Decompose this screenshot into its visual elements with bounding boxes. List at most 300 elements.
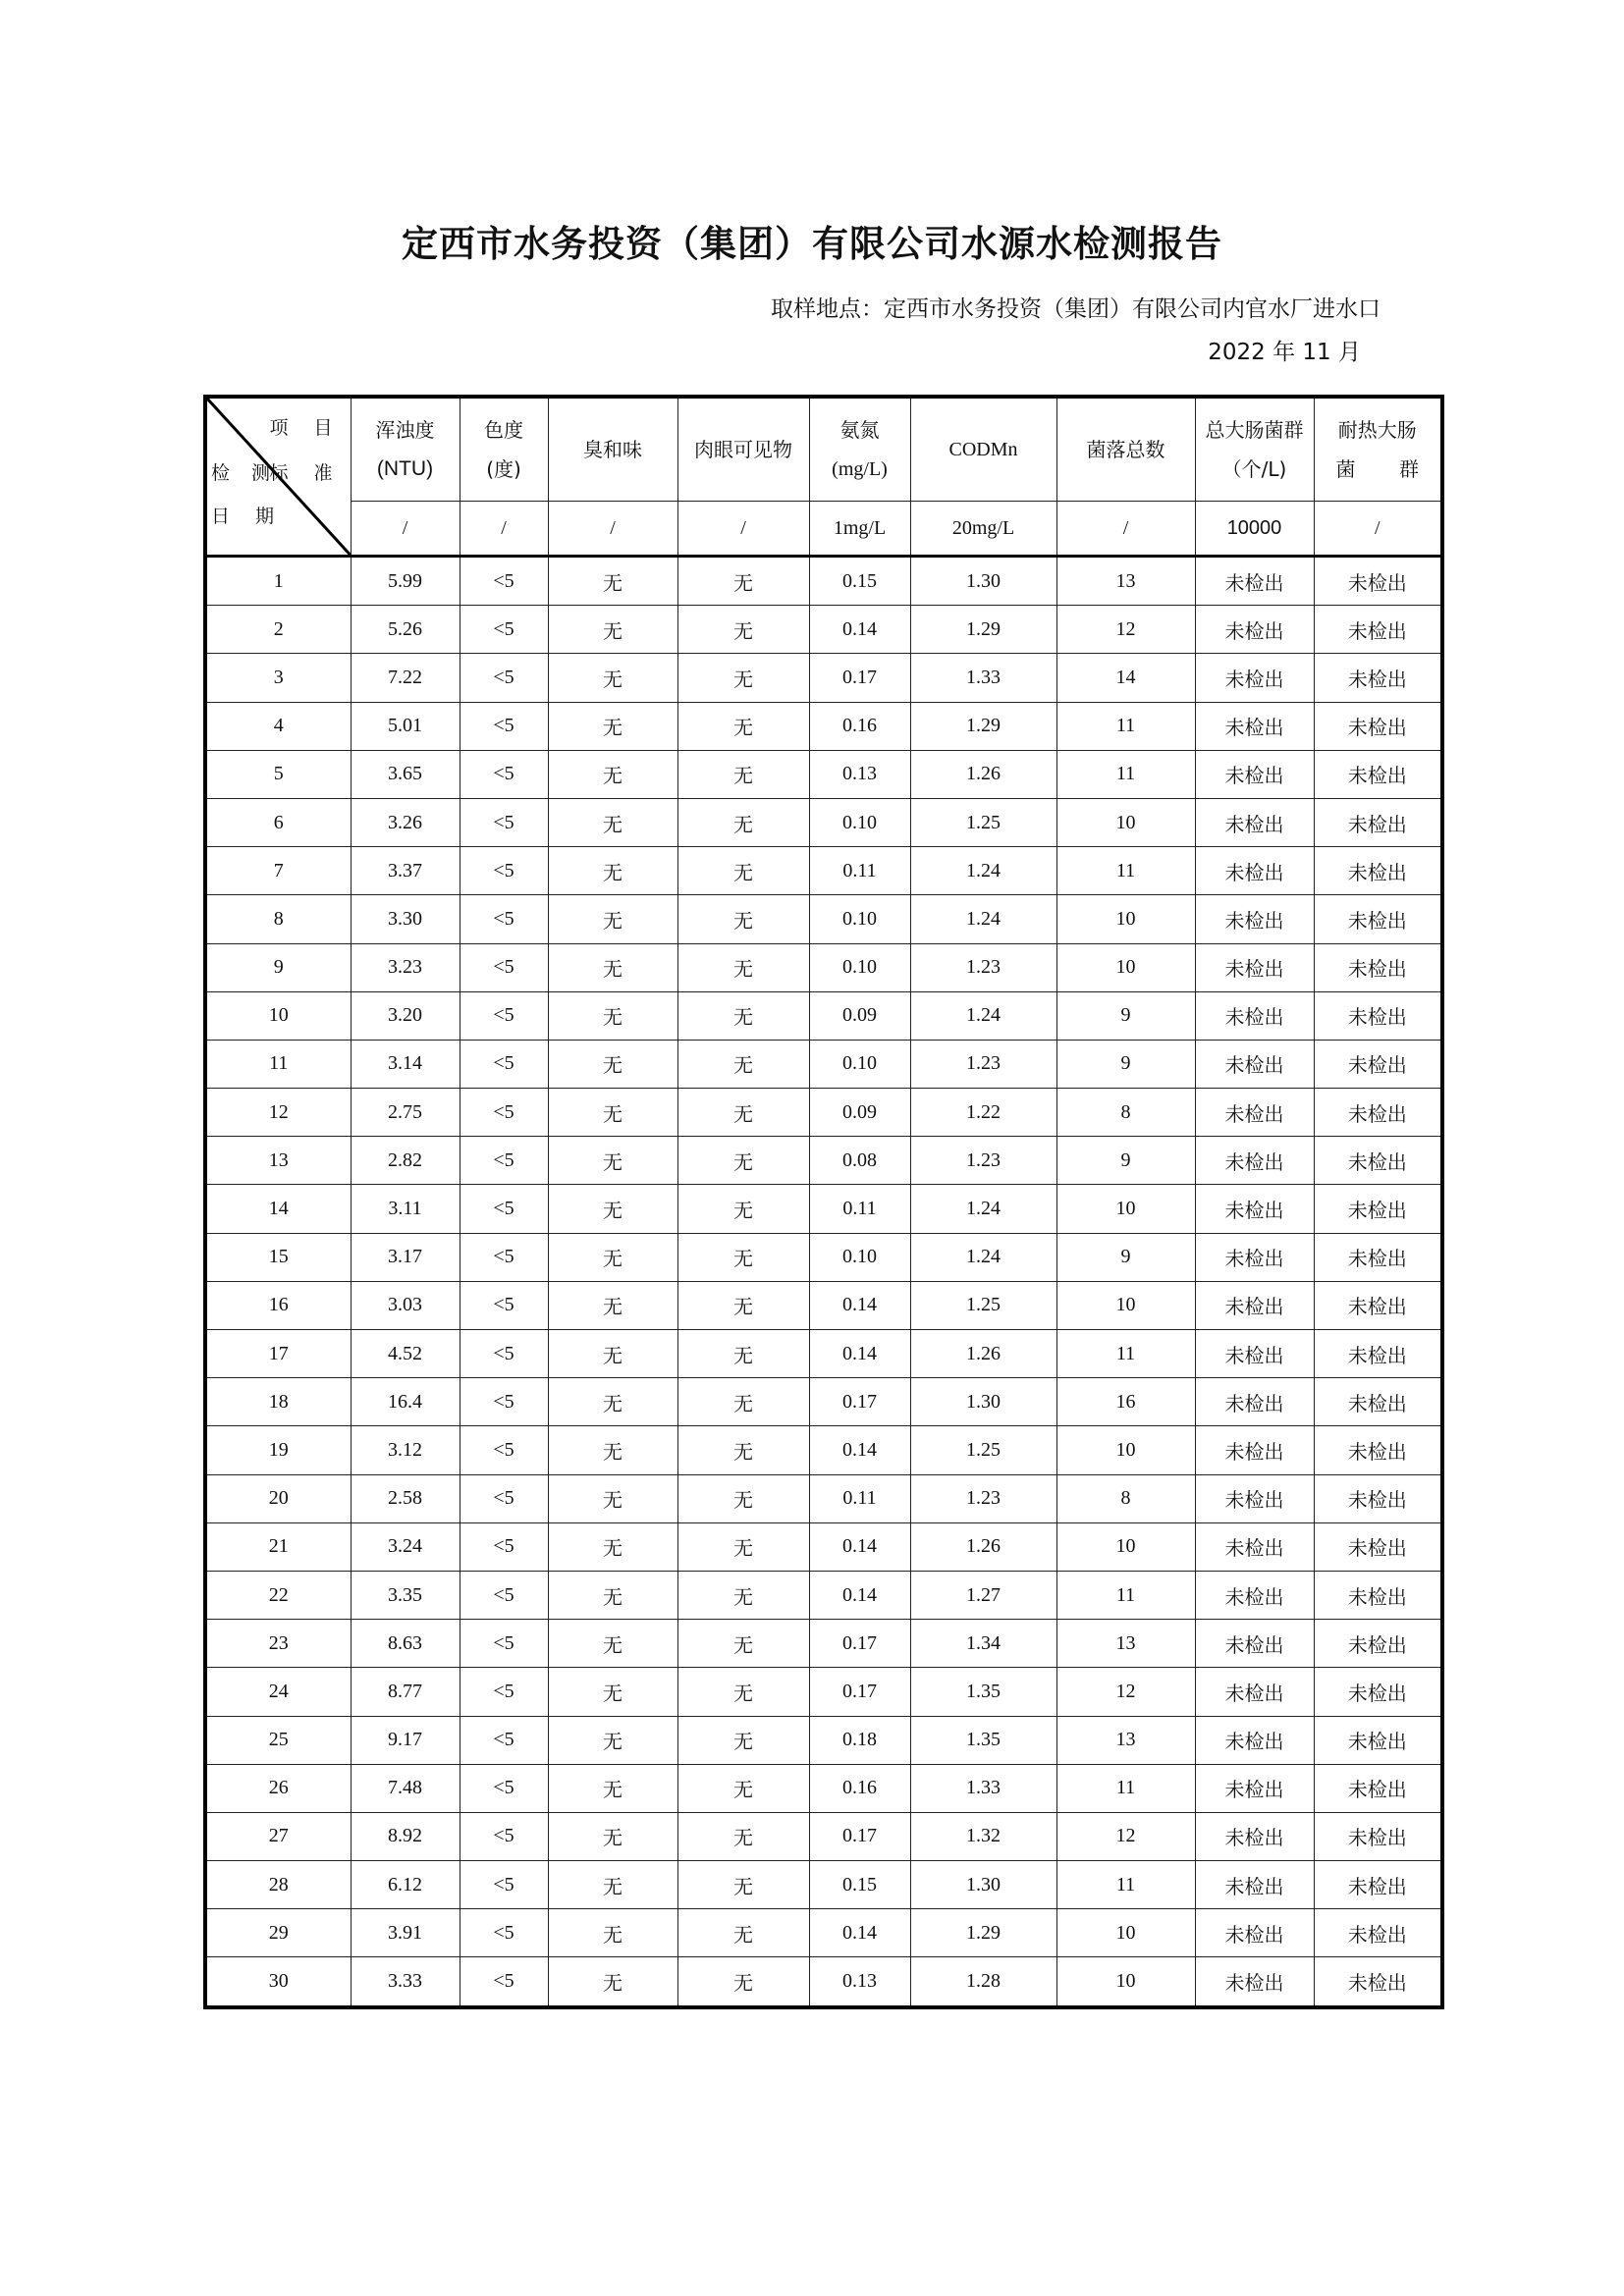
- table-row: [205, 847, 1442, 895]
- cell-total-coliform: 未检出: [1195, 1522, 1314, 1571]
- cell-total-coliform: 未检出: [1195, 1957, 1314, 2007]
- cell-colony-count: 11: [1056, 1764, 1195, 1812]
- cell-thermotolerant-coliform: 未检出: [1314, 991, 1442, 1040]
- cell-odor: 无: [548, 1716, 677, 1764]
- cell-turbidity: 2.75: [351, 1089, 460, 1137]
- cell-codmn: 1.26: [910, 1522, 1056, 1571]
- cell-color: <5: [460, 991, 548, 1040]
- cell-color: <5: [460, 1089, 548, 1137]
- cell-color: <5: [460, 654, 548, 702]
- cell-ammonia: 0.17: [809, 1378, 910, 1426]
- cell-thermotolerant-coliform: 未检出: [1314, 847, 1442, 895]
- cell-thermotolerant-coliform: 未检出: [1314, 1957, 1442, 2007]
- cell-visible-matter: 无: [677, 1474, 809, 1522]
- table-row: [205, 1909, 1442, 1957]
- cell-colony-count: 10: [1056, 1185, 1195, 1233]
- water-quality-table: [203, 395, 1444, 2009]
- cell-odor: 无: [548, 1233, 677, 1281]
- cell-total-coliform: 未检出: [1195, 1233, 1314, 1281]
- cell-color: <5: [460, 702, 548, 750]
- cell-day: 17: [205, 1330, 351, 1378]
- cell-ammonia: 0.16: [809, 702, 910, 750]
- col-header-codmn: CODMn: [910, 397, 1056, 502]
- cell-day: 20: [205, 1474, 351, 1522]
- cell-visible-matter: 无: [677, 1909, 809, 1957]
- cell-visible-matter: 无: [677, 895, 809, 943]
- cell-thermotolerant-coliform: 未检出: [1314, 798, 1442, 846]
- cell-turbidity: 3.24: [351, 1522, 460, 1571]
- table-row: [205, 1233, 1442, 1281]
- cell-turbidity: 8.77: [351, 1668, 460, 1716]
- cell-thermotolerant-coliform: 未检出: [1314, 1426, 1442, 1474]
- table-row: [205, 1764, 1442, 1812]
- cell-thermotolerant-coliform: 未检出: [1314, 1668, 1442, 1716]
- cell-colony-count: 10: [1056, 1909, 1195, 1957]
- cell-colony-count: 10: [1056, 1522, 1195, 1571]
- cell-odor: 无: [548, 654, 677, 702]
- cell-day: 30: [205, 1957, 351, 2007]
- cell-ammonia: 0.14: [809, 1330, 910, 1378]
- col-header-odor: [548, 397, 677, 502]
- cell-total-coliform: 未检出: [1195, 1764, 1314, 1812]
- cell-day: 4: [205, 702, 351, 750]
- cell-day: 18: [205, 1378, 351, 1426]
- cell-thermotolerant-coliform: 未检出: [1314, 557, 1442, 606]
- standard-visible-matter: /: [677, 502, 809, 557]
- cell-codmn: 1.35: [910, 1668, 1056, 1716]
- cell-odor: 无: [548, 1957, 677, 2007]
- cell-thermotolerant-coliform: 未检出: [1314, 1330, 1442, 1378]
- cell-codmn: 1.23: [910, 1137, 1056, 1185]
- col-unit: (NTU): [376, 457, 434, 480]
- cell-ammonia: 0.14: [809, 1571, 910, 1619]
- col-unit: (mg/L): [832, 458, 888, 480]
- cell-odor: 无: [548, 847, 677, 895]
- cell-codmn: 1.23: [910, 943, 1056, 991]
- cell-day: 27: [205, 1812, 351, 1860]
- table-row: [205, 798, 1442, 846]
- cell-total-coliform: 未检出: [1195, 895, 1314, 943]
- cell-color: <5: [460, 1957, 548, 2007]
- standard-turbidity: /: [351, 502, 460, 557]
- cell-day: 25: [205, 1716, 351, 1764]
- cell-ammonia: 0.08: [809, 1137, 910, 1185]
- cell-odor: 无: [548, 1571, 677, 1619]
- cell-ammonia: 0.15: [809, 1861, 910, 1909]
- cell-color: <5: [460, 1522, 548, 1571]
- col-name-part: 群: [1399, 457, 1419, 481]
- cell-thermotolerant-coliform: 未检出: [1314, 1040, 1442, 1088]
- col-name: 肉眼可见物: [694, 438, 792, 461]
- table-row: [205, 1812, 1442, 1860]
- table-row: [205, 702, 1442, 750]
- cell-day: 23: [205, 1620, 351, 1668]
- corner-label-date: 日 期: [211, 506, 285, 527]
- cell-odor: 无: [548, 1330, 677, 1378]
- cell-turbidity: 3.33: [351, 1957, 460, 2007]
- col-name: 臭和味: [583, 438, 642, 461]
- cell-color: <5: [460, 1426, 548, 1474]
- cell-colony-count: 11: [1056, 1330, 1195, 1378]
- cell-thermotolerant-coliform: 未检出: [1314, 1812, 1442, 1860]
- table-row: [205, 1185, 1442, 1233]
- table-row: [205, 1957, 1442, 2007]
- cell-day: 6: [205, 798, 351, 846]
- cell-odor: 无: [548, 1764, 677, 1812]
- cell-codmn: 1.24: [910, 1185, 1056, 1233]
- table-row: [205, 1571, 1442, 1619]
- cell-day: 10: [205, 991, 351, 1040]
- cell-color: <5: [460, 847, 548, 895]
- cell-color: <5: [460, 1040, 548, 1088]
- cell-thermotolerant-coliform: 未检出: [1314, 606, 1442, 654]
- cell-turbidity: 7.22: [351, 654, 460, 702]
- cell-visible-matter: 无: [677, 1764, 809, 1812]
- cell-thermotolerant-coliform: 未检出: [1314, 750, 1442, 798]
- cell-colony-count: 8: [1056, 1474, 1195, 1522]
- table-row: [205, 606, 1442, 654]
- cell-visible-matter: 无: [677, 1861, 809, 1909]
- col-name: 总大肠菌群: [1205, 418, 1304, 442]
- cell-thermotolerant-coliform: 未检出: [1314, 1909, 1442, 1957]
- cell-day: 26: [205, 1764, 351, 1812]
- cell-total-coliform: 未检出: [1195, 1668, 1314, 1716]
- cell-color: <5: [460, 1620, 548, 1668]
- table-row: [205, 1089, 1442, 1137]
- cell-thermotolerant-coliform: 未检出: [1314, 943, 1442, 991]
- cell-colony-count: 11: [1056, 847, 1195, 895]
- cell-color: <5: [460, 1330, 548, 1378]
- cell-codmn: 1.30: [910, 1378, 1056, 1426]
- cell-total-coliform: 未检出: [1195, 1861, 1314, 1909]
- cell-ammonia: 0.10: [809, 798, 910, 846]
- col-header-ammonia: [809, 397, 910, 502]
- cell-codmn: 1.30: [910, 1861, 1056, 1909]
- cell-odor: 无: [548, 1040, 677, 1088]
- cell-visible-matter: 无: [677, 1040, 809, 1088]
- cell-visible-matter: 无: [677, 1137, 809, 1185]
- cell-color: <5: [460, 1571, 548, 1619]
- table-row: [205, 750, 1442, 798]
- table-row: [205, 1861, 1442, 1909]
- cell-codmn: 1.29: [910, 1909, 1056, 1957]
- corner-label-test: 检 测: [211, 462, 279, 484]
- cell-codmn: 1.24: [910, 847, 1056, 895]
- cell-turbidity: 3.11: [351, 1185, 460, 1233]
- cell-odor: 无: [548, 1620, 677, 1668]
- cell-colony-count: 10: [1056, 895, 1195, 943]
- cell-visible-matter: 无: [677, 1571, 809, 1619]
- cell-colony-count: 14: [1056, 654, 1195, 702]
- cell-colony-count: 9: [1056, 1040, 1195, 1088]
- cell-visible-matter: 无: [677, 1089, 809, 1137]
- cell-color: <5: [460, 1668, 548, 1716]
- cell-ammonia: 0.17: [809, 1668, 910, 1716]
- cell-codmn: 1.26: [910, 750, 1056, 798]
- cell-day: 3: [205, 654, 351, 702]
- cell-ammonia: 0.14: [809, 1281, 910, 1329]
- cell-odor: 无: [548, 1281, 677, 1329]
- cell-colony-count: 12: [1056, 1668, 1195, 1716]
- cell-ammonia: 0.17: [809, 1812, 910, 1860]
- cell-codmn: 1.33: [910, 1764, 1056, 1812]
- table-row: [205, 1522, 1442, 1571]
- cell-turbidity: 3.12: [351, 1426, 460, 1474]
- cell-ammonia: 0.11: [809, 847, 910, 895]
- cell-codmn: 1.25: [910, 1281, 1056, 1329]
- cell-ammonia: 0.13: [809, 750, 910, 798]
- col-name: 菌落总数: [1086, 438, 1165, 461]
- cell-codmn: 1.25: [910, 798, 1056, 846]
- table-row: [205, 1426, 1442, 1474]
- cell-codmn: 1.27: [910, 1571, 1056, 1619]
- cell-color: <5: [460, 895, 548, 943]
- cell-ammonia: 0.17: [809, 654, 910, 702]
- cell-ammonia: 0.09: [809, 1089, 910, 1137]
- cell-turbidity: 5.99: [351, 557, 460, 606]
- cell-odor: 无: [548, 1861, 677, 1909]
- cell-colony-count: 10: [1056, 1281, 1195, 1329]
- cell-color: <5: [460, 1378, 548, 1426]
- sampling-location: 取样地点：定西市水务投资（集团）有限公司内官水厂进水口: [771, 296, 1380, 322]
- cell-total-coliform: 未检出: [1195, 1812, 1314, 1860]
- cell-visible-matter: 无: [677, 1281, 809, 1329]
- cell-day: 7: [205, 847, 351, 895]
- cell-odor: 无: [548, 895, 677, 943]
- cell-ammonia: 0.09: [809, 991, 910, 1040]
- cell-visible-matter: 无: [677, 1668, 809, 1716]
- cell-day: 11: [205, 1040, 351, 1088]
- col-name-part: 菌: [1335, 457, 1356, 481]
- cell-codmn: 1.33: [910, 654, 1056, 702]
- table-row: [205, 895, 1442, 943]
- cell-total-coliform: 未检出: [1195, 847, 1314, 895]
- cell-thermotolerant-coliform: 未检出: [1314, 895, 1442, 943]
- cell-colony-count: 10: [1056, 943, 1195, 991]
- cell-colony-count: 8: [1056, 1089, 1195, 1137]
- cell-thermotolerant-coliform: 未检出: [1314, 1620, 1442, 1668]
- cell-total-coliform: 未检出: [1195, 798, 1314, 846]
- cell-ammonia: 0.11: [809, 1185, 910, 1233]
- cell-thermotolerant-coliform: 未检出: [1314, 1185, 1442, 1233]
- cell-turbidity: 7.48: [351, 1764, 460, 1812]
- cell-odor: 无: [548, 1474, 677, 1522]
- table-row: [205, 991, 1442, 1040]
- cell-turbidity: 3.17: [351, 1233, 460, 1281]
- cell-ammonia: 0.14: [809, 1522, 910, 1571]
- cell-total-coliform: 未检出: [1195, 1620, 1314, 1668]
- cell-codmn: 1.24: [910, 991, 1056, 1040]
- cell-colony-count: 13: [1056, 1620, 1195, 1668]
- cell-colony-count: 12: [1056, 1812, 1195, 1860]
- corner-header-cell: [205, 397, 351, 557]
- cell-visible-matter: 无: [677, 943, 809, 991]
- cell-turbidity: 8.63: [351, 1620, 460, 1668]
- cell-turbidity: 4.52: [351, 1330, 460, 1378]
- standard-codmn: 20mg/L: [910, 502, 1056, 557]
- cell-colony-count: 10: [1056, 798, 1195, 846]
- cell-colony-count: 11: [1056, 1571, 1195, 1619]
- cell-turbidity: 9.17: [351, 1716, 460, 1764]
- cell-turbidity: 3.30: [351, 895, 460, 943]
- table-row: [205, 1620, 1442, 1668]
- col-name: 耐热大肠: [1337, 418, 1417, 442]
- cell-day: 29: [205, 1909, 351, 1957]
- cell-codmn: 1.22: [910, 1089, 1056, 1137]
- cell-color: <5: [460, 1861, 548, 1909]
- col-header-total-coliform: [1195, 397, 1314, 502]
- cell-codmn: 1.24: [910, 895, 1056, 943]
- corner-label-standard: 标 准: [269, 462, 343, 484]
- cell-turbidity: 3.03: [351, 1281, 460, 1329]
- cell-color: <5: [460, 750, 548, 798]
- cell-odor: 无: [548, 1378, 677, 1426]
- table-row: [205, 1668, 1442, 1716]
- col-name: 氨氮: [839, 418, 880, 442]
- col-header-visible-matter: [677, 397, 809, 502]
- cell-day: 15: [205, 1233, 351, 1281]
- cell-day: 16: [205, 1281, 351, 1329]
- cell-odor: 无: [548, 1137, 677, 1185]
- cell-ammonia: 0.10: [809, 895, 910, 943]
- standard-ammonia: 1mg/L: [809, 502, 910, 557]
- standard-thermotolerant-coliform: /: [1314, 502, 1442, 557]
- header-row-items: [205, 397, 1442, 502]
- cell-color: <5: [460, 557, 548, 606]
- cell-visible-matter: 无: [677, 606, 809, 654]
- cell-colony-count: 11: [1056, 750, 1195, 798]
- cell-colony-count: 13: [1056, 557, 1195, 606]
- col-name: 浑浊度: [375, 418, 435, 442]
- cell-odor: 无: [548, 798, 677, 846]
- standard-total-coliform: 10000: [1195, 502, 1314, 557]
- cell-turbidity: 2.82: [351, 1137, 460, 1185]
- cell-thermotolerant-coliform: 未检出: [1314, 654, 1442, 702]
- cell-visible-matter: 无: [677, 557, 809, 606]
- table-row: [205, 1474, 1442, 1522]
- cell-visible-matter: 无: [677, 991, 809, 1040]
- cell-color: <5: [460, 1764, 548, 1812]
- cell-ammonia: 0.10: [809, 943, 910, 991]
- cell-day: 19: [205, 1426, 351, 1474]
- cell-visible-matter: 无: [677, 847, 809, 895]
- cell-visible-matter: 无: [677, 1620, 809, 1668]
- cell-visible-matter: 无: [677, 1378, 809, 1426]
- cell-total-coliform: 未检出: [1195, 1909, 1314, 1957]
- cell-ammonia: 0.10: [809, 1233, 910, 1281]
- cell-colony-count: 12: [1056, 606, 1195, 654]
- cell-total-coliform: 未检出: [1195, 1716, 1314, 1764]
- cell-color: <5: [460, 943, 548, 991]
- cell-total-coliform: 未检出: [1195, 1571, 1314, 1619]
- cell-ammonia: 0.14: [809, 1426, 910, 1474]
- cell-total-coliform: 未检出: [1195, 1281, 1314, 1329]
- cell-turbidity: 3.26: [351, 798, 460, 846]
- cell-day: 12: [205, 1089, 351, 1137]
- cell-total-coliform: 未检出: [1195, 1137, 1314, 1185]
- cell-color: <5: [460, 798, 548, 846]
- cell-codmn: 1.24: [910, 1233, 1056, 1281]
- cell-visible-matter: 无: [677, 798, 809, 846]
- cell-thermotolerant-coliform: 未检出: [1314, 1281, 1442, 1329]
- cell-day: 9: [205, 943, 351, 991]
- cell-total-coliform: 未检出: [1195, 654, 1314, 702]
- cell-ammonia: 0.14: [809, 1909, 910, 1957]
- cell-total-coliform: 未检出: [1195, 1185, 1314, 1233]
- table-row: [205, 1378, 1442, 1426]
- cell-odor: 无: [548, 991, 677, 1040]
- cell-visible-matter: 无: [677, 750, 809, 798]
- col-name: 色度: [484, 418, 523, 442]
- table-row: [205, 654, 1442, 702]
- cell-turbidity: 3.14: [351, 1040, 460, 1088]
- cell-ammonia: 0.18: [809, 1716, 910, 1764]
- cell-color: <5: [460, 1474, 548, 1522]
- cell-day: 14: [205, 1185, 351, 1233]
- cell-odor: 无: [548, 1426, 677, 1474]
- cell-turbidity: 16.4: [351, 1378, 460, 1426]
- cell-turbidity: 5.26: [351, 606, 460, 654]
- cell-ammonia: 0.13: [809, 1957, 910, 2007]
- cell-odor: 无: [548, 943, 677, 991]
- cell-codmn: 1.30: [910, 557, 1056, 606]
- cell-day: 8: [205, 895, 351, 943]
- report-date: 2022 年 11 月: [1208, 340, 1361, 365]
- cell-ammonia: 0.17: [809, 1620, 910, 1668]
- cell-visible-matter: 无: [677, 1812, 809, 1860]
- cell-day: 13: [205, 1137, 351, 1185]
- standard-colony-count: /: [1056, 502, 1195, 557]
- cell-color: <5: [460, 606, 548, 654]
- cell-colony-count: 9: [1056, 991, 1195, 1040]
- cell-visible-matter: 无: [677, 1233, 809, 1281]
- cell-thermotolerant-coliform: 未检出: [1314, 1764, 1442, 1812]
- cell-odor: 无: [548, 750, 677, 798]
- header-row-standards: [205, 502, 1442, 557]
- cell-total-coliform: 未检出: [1195, 750, 1314, 798]
- cell-total-coliform: 未检出: [1195, 557, 1314, 606]
- cell-visible-matter: 无: [677, 1957, 809, 2007]
- table-row: [205, 943, 1442, 991]
- cell-color: <5: [460, 1909, 548, 1957]
- col-header-thermotolerant-coliform: [1314, 397, 1442, 502]
- table-row: [205, 1281, 1442, 1329]
- cell-odor: 无: [548, 1812, 677, 1860]
- cell-color: <5: [460, 1185, 548, 1233]
- cell-visible-matter: 无: [677, 1522, 809, 1571]
- table-row: [205, 1330, 1442, 1378]
- cell-colony-count: 11: [1056, 1861, 1195, 1909]
- cell-colony-count: 10: [1056, 1957, 1195, 2007]
- cell-codmn: 1.34: [910, 1620, 1056, 1668]
- cell-visible-matter: 无: [677, 702, 809, 750]
- cell-day: 5: [205, 750, 351, 798]
- cell-codmn: 1.29: [910, 606, 1056, 654]
- cell-turbidity: 2.58: [351, 1474, 460, 1522]
- cell-thermotolerant-coliform: 未检出: [1314, 1474, 1442, 1522]
- cell-odor: 无: [548, 1909, 677, 1957]
- cell-color: <5: [460, 1281, 548, 1329]
- cell-codmn: 1.26: [910, 1330, 1056, 1378]
- cell-ammonia: 0.11: [809, 1474, 910, 1522]
- cell-color: <5: [460, 1233, 548, 1281]
- col-header-turbidity: [351, 397, 460, 502]
- cell-turbidity: 6.12: [351, 1861, 460, 1909]
- cell-color: <5: [460, 1812, 548, 1860]
- cell-visible-matter: 无: [677, 654, 809, 702]
- cell-thermotolerant-coliform: 未检出: [1314, 1089, 1442, 1137]
- col-unit: (度): [486, 457, 521, 481]
